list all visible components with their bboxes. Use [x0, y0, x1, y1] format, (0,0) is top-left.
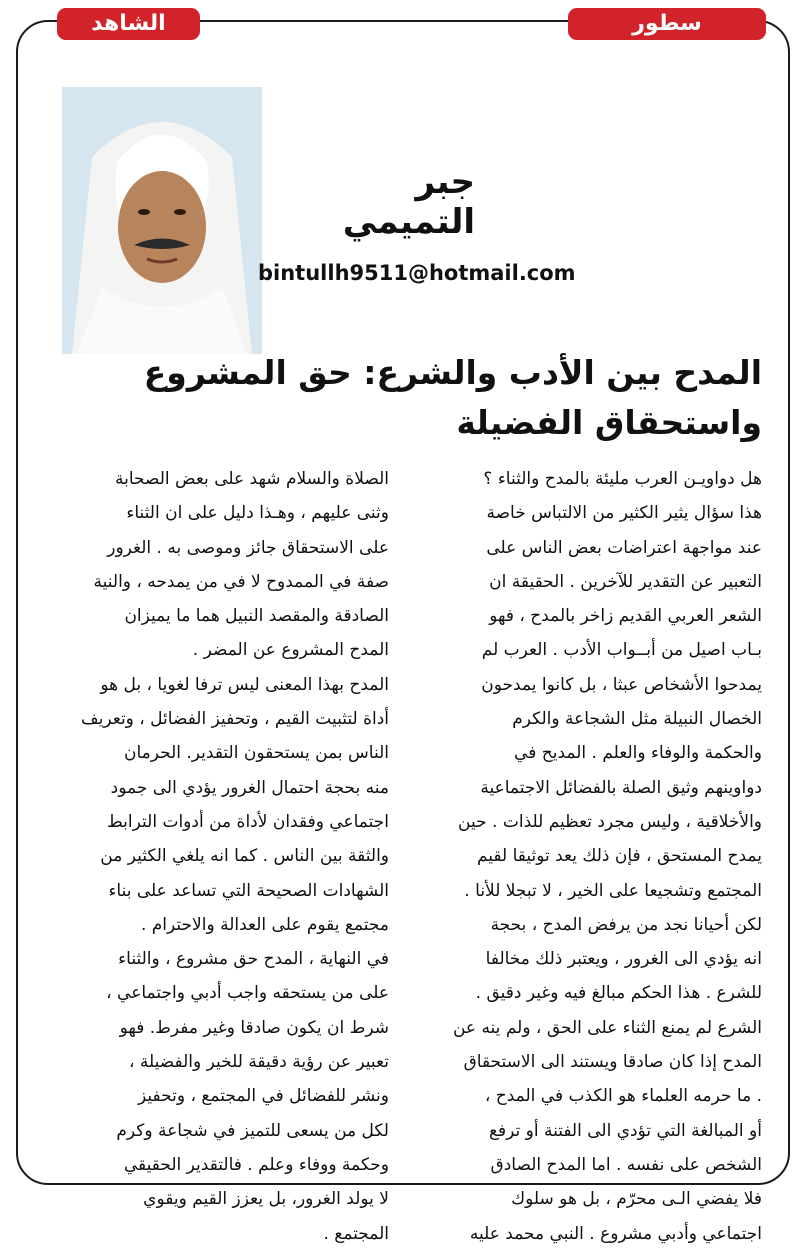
- article-text-line: الناس بمن يستحقون التقدير. الحرمان: [123, 743, 389, 764]
- article-text-line: يمدح المستحق ، فإن ذلك يعد توثيقا لقيم: [476, 846, 762, 867]
- article-text-line: عند مواجهة اعتراضات بعض الناس على: [486, 537, 762, 558]
- article-headline: المدح بين الأدب والشرع: حق المشروع واستحقاق الفضيلة: [143, 353, 762, 442]
- article-text-line: هل دواويـن العرب مليئة بالمدح والثناء ؟: [483, 469, 762, 489]
- article-text-line: الصلاة والسلام شهد على بعض الصحابة: [114, 469, 389, 489]
- article-text-line: دواوينهم وثيق الصلة بالفضائل الاجتماعية: [480, 777, 762, 798]
- article-text-line: على من يستحقه واجب أدبي واجتماعي ،: [106, 983, 389, 1004]
- article-column-right: [420, 462, 762, 1251]
- author-photo: [62, 87, 262, 354]
- article-text-line: اجتماعي وأدبي مشروع . النبي محمد عليه: [469, 1223, 762, 1244]
- article-text-line: مجتمع يقوم على العدالة والاحترام .: [140, 914, 389, 935]
- article-text-line: أداة لتثبيت القيم ، وتحفيز الفضائل ، وتعريف: [81, 709, 389, 730]
- article-text-line: وحكمة ووفاء وعلم . فالتقدير الحقيقي: [123, 1154, 389, 1175]
- article-column-left: [47, 462, 389, 1251]
- article-text-line: هذا سؤال يثير الكثير من الالتباس خاصة: [486, 503, 762, 524]
- article-text-line: لا يولد الغرور، بل يعزز القيم ويقوي: [143, 1189, 389, 1210]
- article-text-line: صفة في الممدوح لا في من يمدحه ، والنية: [93, 571, 389, 592]
- article-text-line: المجتمع وتشجيعا على الخير ، لا تبجلا للأنا .: [464, 880, 762, 901]
- article-text-line: الصادقة والمقصد النبيل هما ما يميزان: [124, 606, 389, 627]
- author-name: جبر التميمي: [342, 162, 475, 242]
- newspaper-name-tag: الشاهد: [57, 8, 200, 40]
- section-tag: سطور: [568, 8, 766, 40]
- article-text-line: الخصال النبيلة مثل الشجاعة والكرم: [512, 709, 762, 730]
- article-text-line: المدح إذا كان صادقا ويستند الى الاستحقاق: [463, 1052, 762, 1073]
- article-text-line: . ما حرمه العلماء هو الكذب في المدح ،: [484, 1086, 762, 1107]
- article-text-line: والحكمة والوفاء والعلم . المديح في: [514, 743, 762, 764]
- article-text-line: الشعر العربي القديم زاخر بالمدح ، فهو: [489, 606, 762, 627]
- author-portrait-illustration: [62, 87, 262, 354]
- article-text-line: الشرع لم يمنع الثناء على الحق ، ولم ينه عن: [452, 1017, 762, 1038]
- article-text-line: في النهاية ، المدح حق مشروع ، والثناء: [118, 949, 389, 970]
- article-text-line: شرط ان يكون صادقا وغير مفرط. فهو: [119, 1017, 389, 1038]
- article-text-line: الشخص على نفسه . اما المدح الصادق: [490, 1154, 762, 1175]
- article-text-line: لكن أحيانا نجد من يرفض المدح ، بحجة: [490, 914, 762, 935]
- article-text-line: بـاب اصيل من أبــواب الأدب . العرب لم: [481, 640, 762, 661]
- article-text-line: المجتمع .: [323, 1223, 389, 1244]
- article-text-line: على الاستحقاق جائز وموصى به . الغرور: [107, 537, 389, 558]
- article-text-line: الشهادات الصحيحة التي تساعد على بناء: [108, 880, 389, 901]
- article-text-line: التعبير عن التقدير للآخرين . الحقيقة ان: [489, 571, 762, 592]
- article-text-line: يمدحوا الأشخاص عبثا ، بل كانوا يمدحون: [481, 674, 762, 695]
- article-text-line: والأخلاقية ، وليس مجرد تعظيم للذات . حين: [458, 811, 762, 832]
- article-text-line: لكل من يسعى للتميز في شجاعة وكرم: [116, 1120, 389, 1141]
- article-text-line: أو المبالغة التي تؤدي الى الفتنة أو ترفع: [488, 1120, 762, 1141]
- article-text-line: المدح المشروع عن المضر .: [192, 640, 389, 661]
- author-email[interactable]: bintullh9511@hotmail.com: [258, 261, 576, 285]
- article-text-line: تعبير عن رؤية دقيقة للخير والفضيلة ،: [129, 1052, 389, 1073]
- article-text-line: فلا يفضي الـى محرّم ، بل هو سلوك: [511, 1189, 762, 1210]
- article-text-line: والثقة بين الناس . كما انه يلغي الكثير من: [100, 846, 389, 867]
- article-text-line: وثنى عليهم ، وهـذا دليل على ان الثناء: [126, 503, 389, 524]
- article-text-line: منه بحجة احتمال الغرور يؤدي الى جمود: [110, 777, 389, 798]
- article-text-line: المدح بهذا المعنى ليس ترفا لغويا ، بل هو: [100, 674, 389, 695]
- article-text-line: ونشر للفضائل في المجتمع ، وتحفيز: [138, 1086, 389, 1107]
- article-text-line: انه يؤدي الى الغرور ، ويعتبر ذلك مخالفا: [485, 949, 762, 970]
- article-text-line: اجتماعي وفقدان لأداة من أدوات الترابط: [107, 811, 389, 832]
- article-text-line: للشرع . هذا الحكم مبالغ فيه وغير دقيق .: [475, 983, 762, 1004]
